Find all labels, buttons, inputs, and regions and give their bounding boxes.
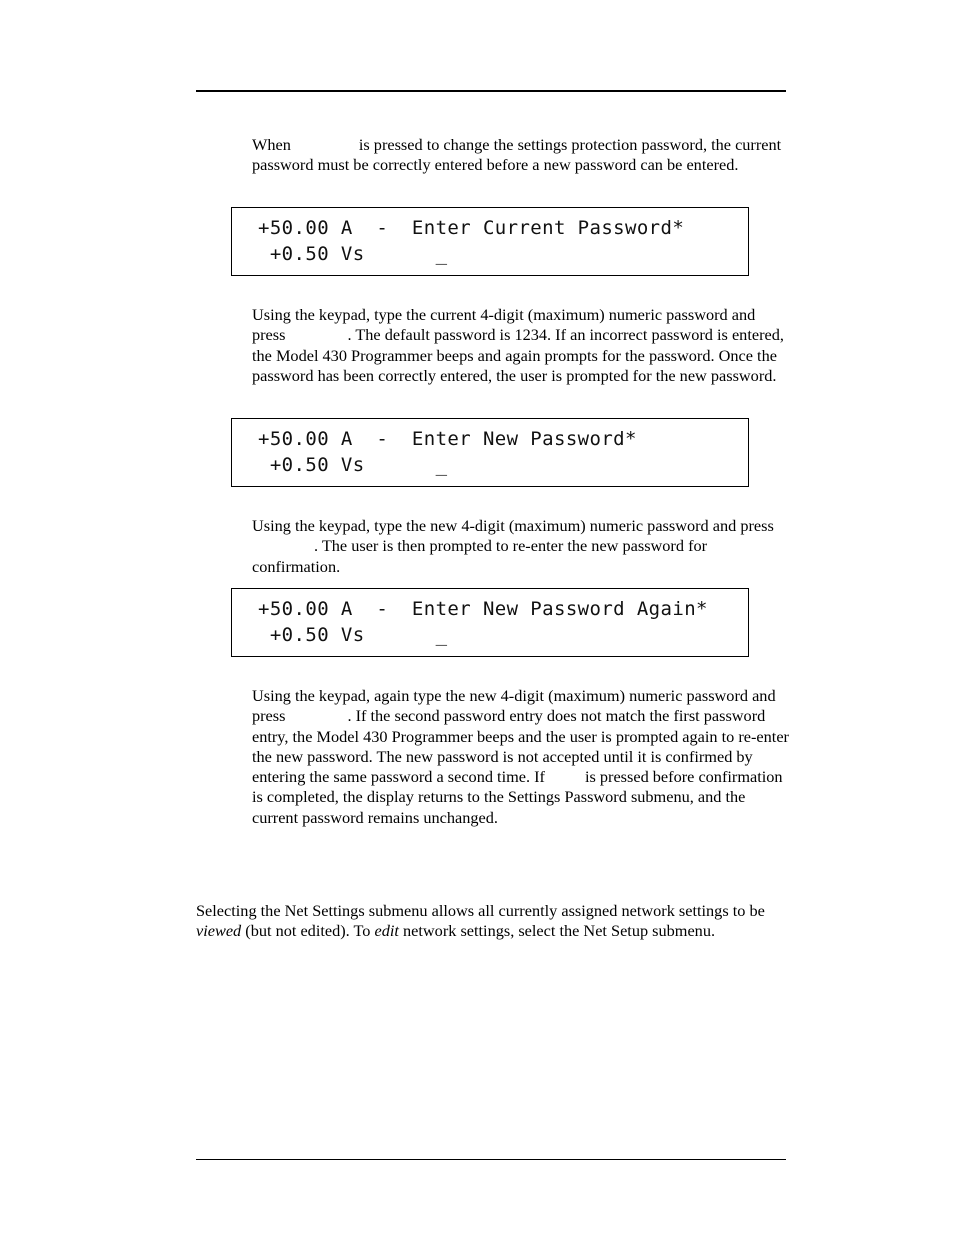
emphasis-edit: edit bbox=[374, 921, 399, 941]
new-password-paragraph bbox=[252, 516, 792, 577]
lcd-line-2: +0.50 Vs _ bbox=[258, 243, 448, 265]
lcd-display-new-password-again bbox=[231, 588, 749, 657]
text-segment: network settings, select the Net Setup submenu. bbox=[403, 921, 716, 941]
confirm-password-paragraph bbox=[252, 686, 792, 828]
text-segment: Using the keypad, type the new 4-digit (maximum) numeric password and press bbox=[252, 516, 774, 535]
text-segment: Selecting the Net Settings submenu allows all currently assigned network settings to be bbox=[196, 901, 765, 920]
lcd-display-current-password bbox=[231, 207, 749, 276]
text-segment: . If the second password entry does not match the first password entry, the Model 430 Programmer beeps and the user is prompted again to re-enter the new password. The new password is not accepted until it is confirmed by entering the same password a second time. If bbox=[252, 706, 789, 787]
lcd-line-2: +0.50 Vs _ bbox=[258, 624, 448, 646]
text-segment: . The default password is 1234. If an incorrect password is entered, the Model 430 Programmer beeps and again prompts for the password. Once the password has been correctly entered, the user is prompted for the new password. bbox=[252, 325, 784, 385]
text-segment: Using the keypad, again type the new 4-digit (maximum) numeric password and press bbox=[252, 686, 776, 726]
intro-paragraph bbox=[252, 135, 792, 176]
lcd-line-1: +50.00 A - Enter Current Password* bbox=[258, 217, 685, 239]
header-rule bbox=[196, 90, 786, 92]
footer-rule bbox=[196, 1159, 786, 1160]
lcd-line-1: +50.00 A - Enter New Password Again* bbox=[258, 598, 708, 620]
lcd-line-1: +50.00 A - Enter New Password* bbox=[258, 428, 637, 450]
lcd-display-new-password bbox=[231, 418, 749, 487]
current-password-paragraph bbox=[252, 305, 792, 386]
text-segment: is pressed to change the settings protection password, the current password must be correctly entered before a new password can be entered. bbox=[252, 135, 782, 175]
emphasis-viewed: viewed bbox=[196, 921, 242, 941]
text-segment: (but not edited). To bbox=[245, 921, 371, 941]
text-segment: Using the keypad, type the current 4-digit (maximum) numeric password and press bbox=[252, 305, 756, 345]
text-segment: is pressed before confirmation is completed, the display returns to the Settings Password submenu, and the current password remains unchanged. bbox=[252, 767, 783, 827]
lcd-line-2: +0.50 Vs _ bbox=[258, 454, 448, 476]
text-segment: When bbox=[252, 135, 291, 154]
net-settings-paragraph bbox=[196, 901, 796, 942]
text-segment: . The user is then prompted to re-enter the new password for confirmation. bbox=[252, 536, 708, 576]
